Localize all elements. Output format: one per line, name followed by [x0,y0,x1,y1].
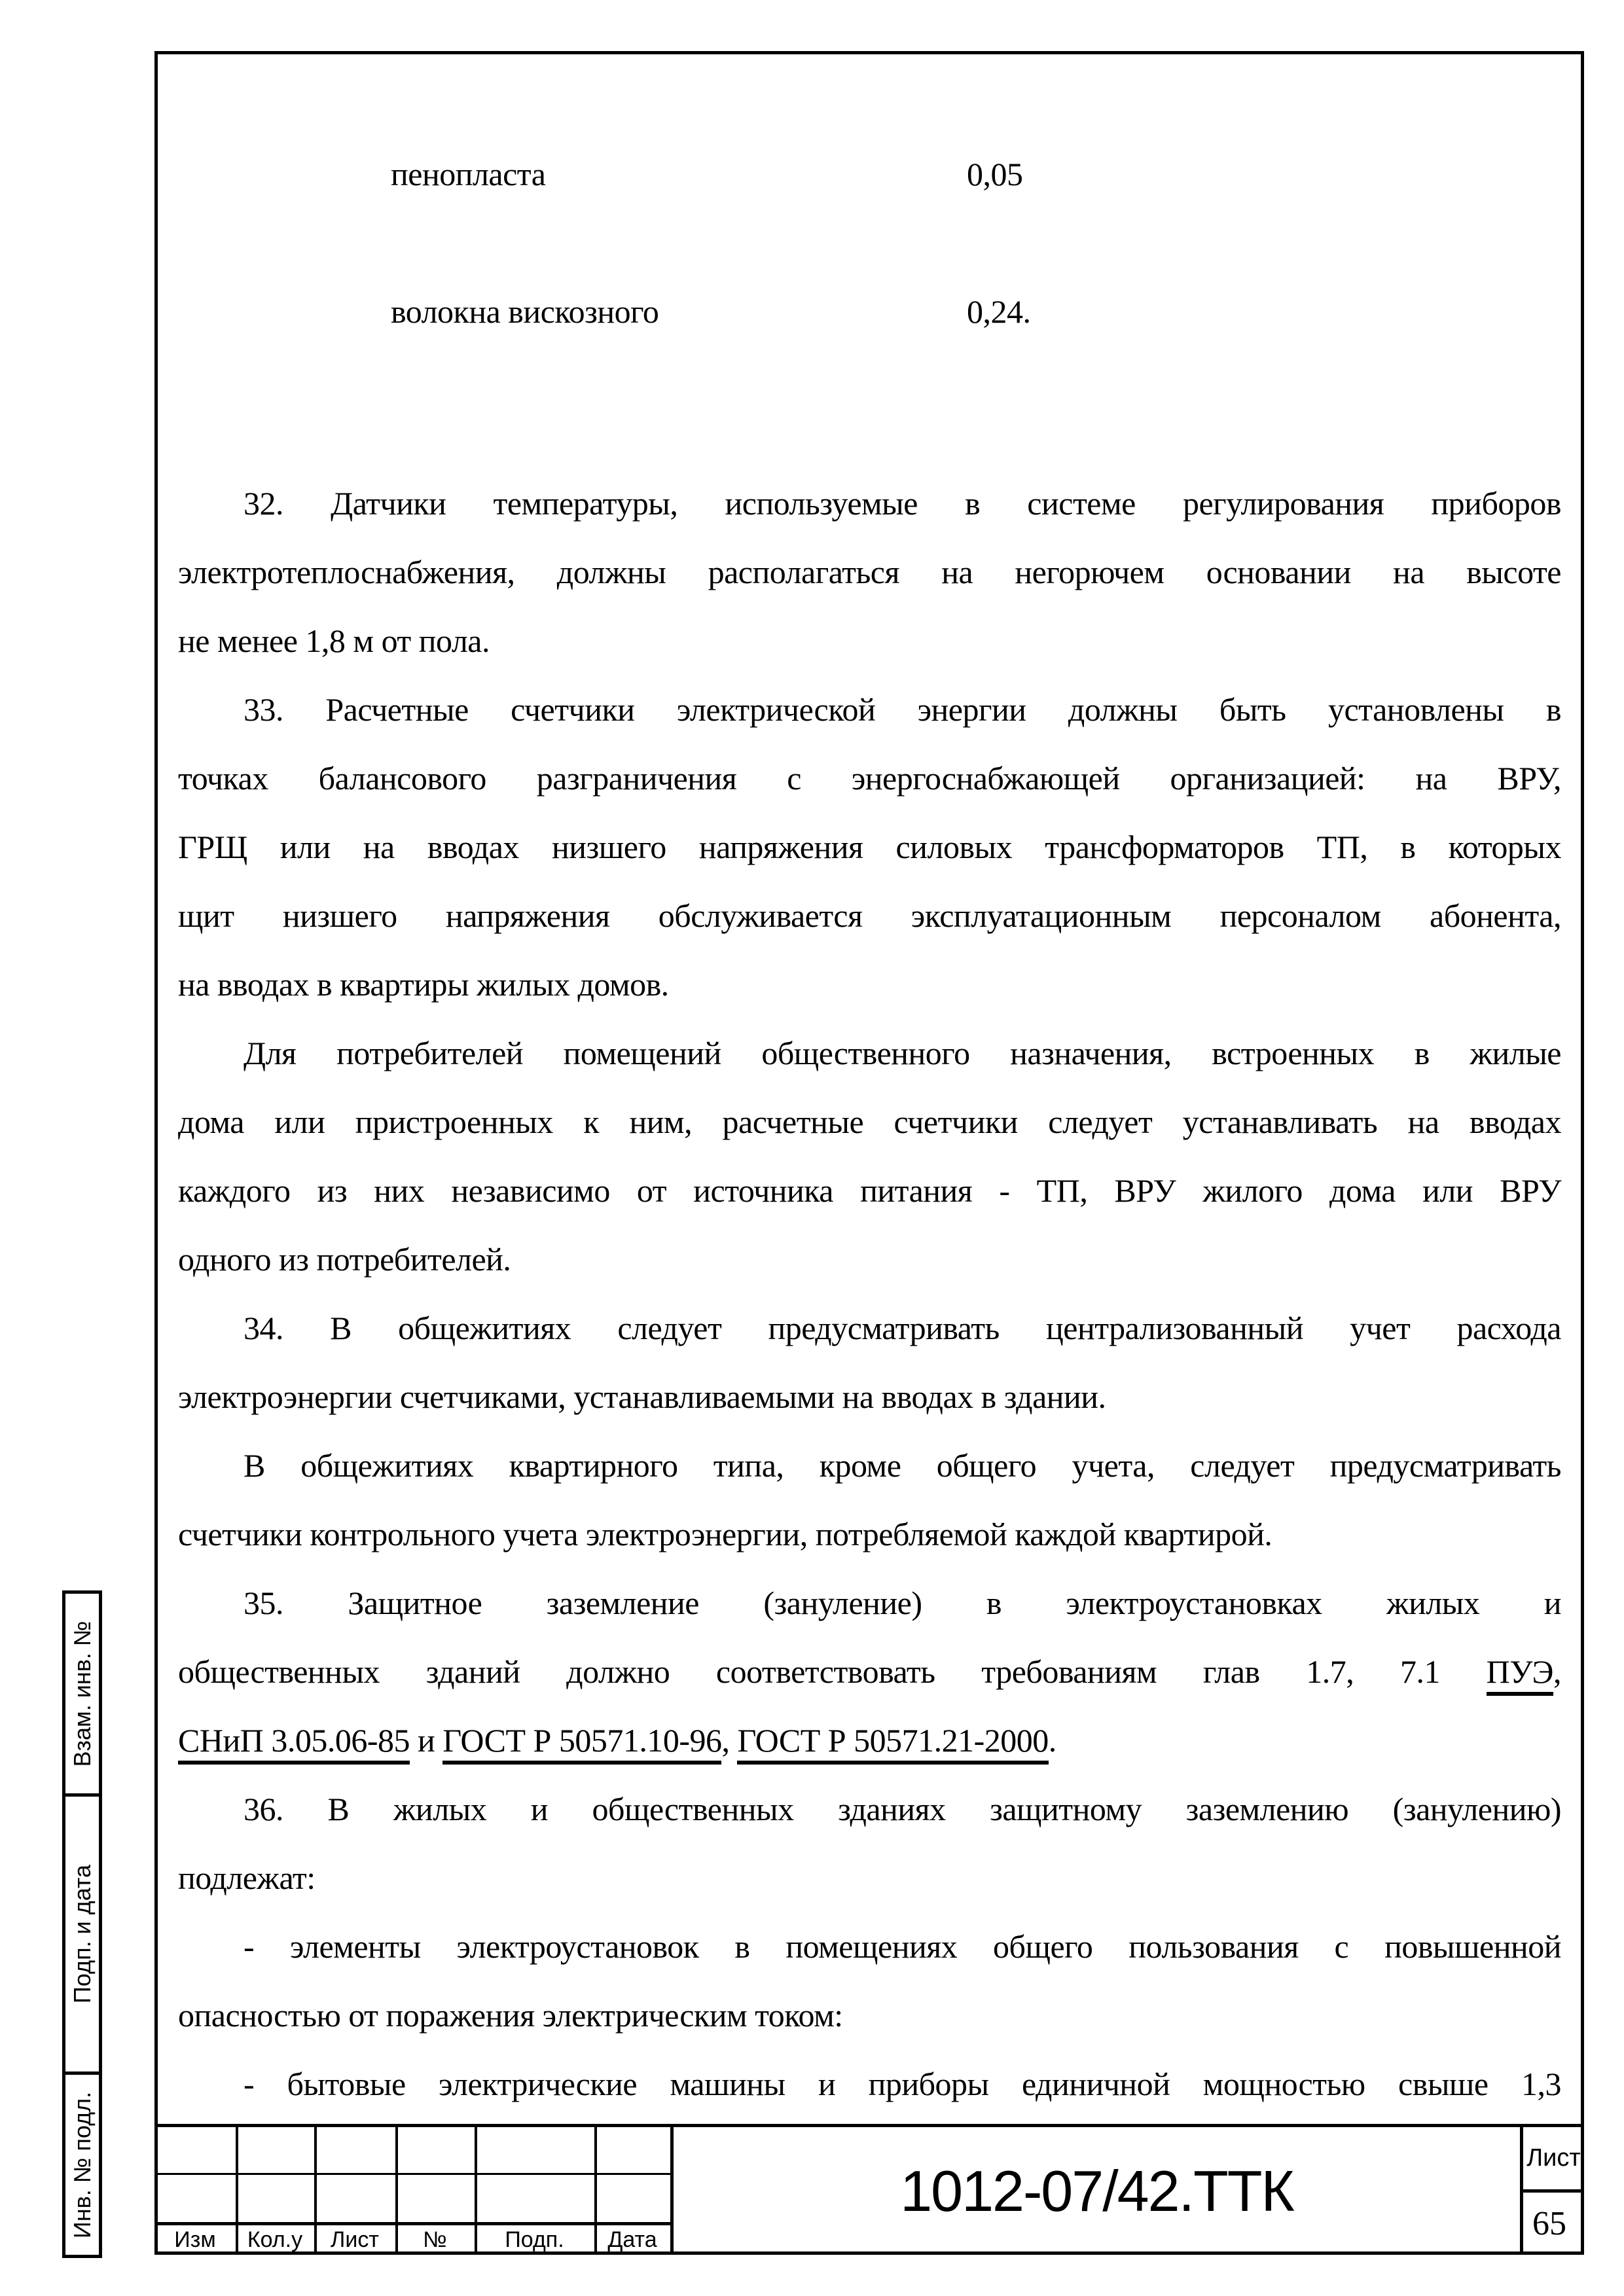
text-segment: опасностью от поражения электрическим током: [178,1997,843,2034]
text-segment: , [1553,1653,1561,1690]
standard-reference: СНиП 3.05.06-85 [178,1722,410,1765]
text-segment: 36. В жилых и общественных зданиях защитному заземлению (занулению) [244,1791,1561,1827]
paragraph [178,675,1561,1019]
text-segment: 33. Расчетные счетчики электрической энергии должны быть установлены в [244,691,1561,728]
text-line [178,1157,1561,1225]
text-segment: - элементы электроустановок в помещениях общего пользования с повышенной [244,1928,1561,1965]
value-label: волокна вискозного [391,293,659,330]
paragraph [178,1912,1561,2050]
text-segment: электроэнергии счетчиками, устанавливаемыми на вводах в здании. [178,1378,1106,1415]
text-line [178,950,1561,1019]
text-line [178,1569,1561,1638]
title-block-column-label: Кол.у [247,2227,303,2252]
text-segment: , [721,1722,738,1759]
sidebar-box-vzam-inv [62,1590,102,1797]
sidebar-label-vzam-inv: Взам. инв. № [68,1620,96,1767]
text-line [178,1775,1561,1844]
text-line [178,1294,1561,1363]
text-line [178,1844,1561,1912]
text-line [178,1638,1561,1706]
text-segment: ГРЩ или на вводах низшего напряжения силовых трансформаторов ТП, в которых [178,829,1561,865]
paragraph [178,1569,1561,1775]
text-line [178,538,1561,607]
text-line [178,607,1561,675]
sidebar-box-podp-data [62,1793,102,2075]
paragraph [178,1775,1561,1912]
title-block-column-label: Дата [607,2227,657,2252]
text-segment: каждого из них независимо от источника питания - ТП, ВРУ жилого дома или ВРУ [178,1172,1561,1209]
value-row [178,140,1561,209]
document-content [178,140,1561,2119]
table-divider [154,2173,670,2175]
value-label: пенопласта [391,156,546,192]
text-line [178,1225,1561,1294]
text-segment: - бытовые электрические машины и приборы единичной мощностью свыше 1,3 [244,2066,1561,2102]
text-line [178,1706,1561,1775]
sidebar-box-inv-podl [62,2072,102,2258]
text-segment: В общежитиях квартирного типа, кроме общего учета, следует предусматривать [244,1447,1561,1484]
text-segment: точках балансового разграничения с энергоснабжающей организацией: на ВРУ, [178,760,1561,797]
title-block-column-label: Лист [331,2227,379,2252]
paragraph [178,1019,1561,1294]
text-line [178,882,1561,950]
sidebar-label-podp-data: Подп. и дата [68,1864,96,2004]
text-segment: общественных зданий должно соответствовать требованиям глав 1.7, 7.1 [178,1653,1487,1690]
text-line [178,1912,1561,1981]
standard-reference: ГОСТ Р 50571.10-96 [442,1722,721,1765]
value-list [178,140,1561,346]
text-line [178,469,1561,538]
text-segment: электротеплоснабжения, должны располагаться на негорючем основании на высоте [178,554,1561,590]
text-segment: одного из потребителей. [178,1241,511,1278]
text-segment: подлежат: [178,1859,316,1896]
text-segment: 34. В общежитиях следует предусматривать централизованный учет расхода [244,1310,1561,1346]
title-block-header-row [154,2225,670,2255]
paragraph [178,2050,1561,2119]
value-row [178,278,1561,346]
title-block-column-label: Подп. [505,2227,564,2252]
text-segment: дома или пристроенных к ним, расчетные счетчики следует устанавливать на вводах [178,1103,1561,1140]
text-segment: и [409,1722,443,1759]
text-line [178,1019,1561,1088]
sheet-number: 65 [1532,2205,1566,2242]
text-segment: щит низшего напряжения обслуживается эксплуатационным персоналом абонента, [178,897,1561,934]
sidebar-label-inv-podl: Инв. № подл. [68,2091,96,2238]
text-segment: Для потребителей помещений общественного назначения, встроенных в жилые [244,1035,1561,1071]
text-segment: не менее 1,8 м от пола. [178,622,490,659]
text-line [178,675,1561,744]
text-segment: 32. Датчики температуры, используемые в системе регулирования приборов [244,485,1561,522]
text-segment: 35. Защитное заземление (зануление) в электроустановках жилых и [244,1585,1561,1621]
standard-reference: ГОСТ Р 50571.21-2000 [737,1722,1048,1765]
value-number: 0,05 [967,156,1023,192]
text-segment: счетчики контрольного учета электроэнергии, потребляемой каждой квартирой. [178,1516,1272,1552]
text-line [178,1363,1561,1431]
text-line [178,1431,1561,1500]
title-block [154,2124,1584,2255]
text-line [178,1500,1561,1569]
text-line [178,1088,1561,1157]
title-block-column-label: Изм [174,2227,216,2252]
document-number: 1012-07/42.ТТК [900,2158,1293,2223]
standard-reference: ПУЭ [1487,1653,1553,1696]
text-line [178,813,1561,882]
text-segment: . [1048,1722,1056,1759]
sheet-label: Лист [1526,2144,1581,2172]
text-line [178,2050,1561,2119]
value-number: 0,24. [967,293,1031,330]
text-segment: на вводах в квартиры жилых домов. [178,966,669,1003]
paragraph [178,469,1561,675]
paragraph [178,1431,1561,1569]
paragraph [178,1294,1561,1431]
title-block-column-label: № [423,2227,447,2252]
text-line [178,744,1561,813]
text-line [178,1981,1561,2050]
paragraph-container [178,469,1561,2119]
